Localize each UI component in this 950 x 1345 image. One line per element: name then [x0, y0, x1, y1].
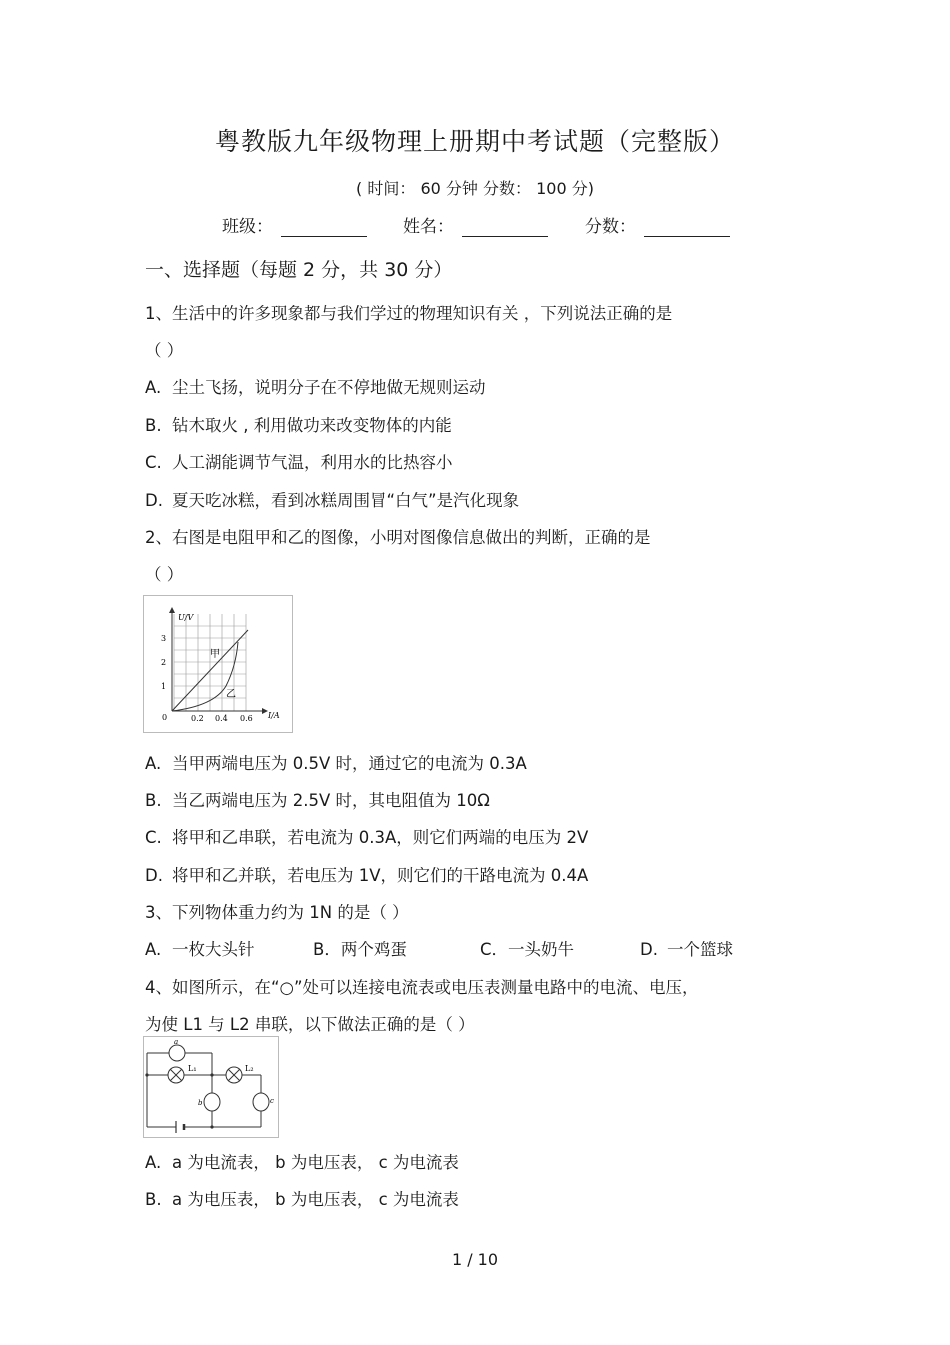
x-axis-label: I/A: [268, 711, 280, 720]
q3-option-d: D. 一个篮球: [640, 940, 733, 959]
y-axis-label: U/V: [178, 613, 194, 622]
q1-paren: （ ）: [145, 341, 184, 360]
q4-option-a: A. a 为电流表， b 为电压表， c 为电流表: [145, 1153, 459, 1172]
q1-option-c: C. 人工湖能调节气温，利用水的比热容小: [145, 453, 453, 472]
label-c: c: [270, 1097, 274, 1105]
y-tick-label: 2: [161, 658, 167, 667]
meter-a: [169, 1045, 185, 1061]
class-field: [222, 212, 367, 237]
q2-option-b: B. 当乙两端电压为 2.5V 时，其电阻值为 10Ω: [145, 791, 490, 810]
q1-stem: 1、生活中的许多现象都与我们学过的物理知识有关 ，下列说法正确的是: [145, 304, 673, 323]
x-tick-label: 0.2: [191, 714, 204, 723]
q1-option-d: D. 夏天吃冰糕，看到冰糕周围冒“白气”是汽化现象: [145, 491, 520, 510]
x-tick-label: 0.6: [240, 714, 253, 723]
yi-label: 乙: [226, 689, 236, 700]
q3-option-c: C．一头奶牛: [480, 940, 575, 959]
q2-option-a: A. 当甲两端电压为 0.5V 时，通过它的电流为 0.3A: [145, 754, 527, 773]
label-a: a: [174, 1038, 179, 1046]
name-field: [403, 212, 548, 237]
score-label: 分数：: [585, 217, 636, 237]
q4-option-b: B. a 为电压表， b 为电压表， c 为电流表: [145, 1190, 459, 1209]
q1-option-b: B. 钻木取火 , 利用做功来改变物体的内能: [145, 416, 452, 435]
q3-option-a: A. 一枚大头针: [145, 940, 255, 959]
x-tick-label: 0.4: [215, 714, 228, 723]
score-field: [585, 212, 730, 237]
name-label: 姓名：: [403, 217, 454, 237]
name-blank[interactable]: [462, 218, 548, 237]
label-b: b: [198, 1099, 203, 1107]
q3-option-b: B．两个鸡蛋: [313, 940, 407, 959]
meter-b: [204, 1093, 220, 1111]
y-tick-label: 3: [161, 634, 167, 643]
q4-stem-line2: 为使 L1 与 L2 串联，以下做法正确的是（ ）: [145, 1015, 475, 1034]
circuit-diagram: [143, 1036, 279, 1138]
section-heading: 一、选择题（每题 2 分，共 30 分）: [145, 259, 453, 281]
meter-c: [253, 1093, 269, 1111]
q2-paren: （ ）: [145, 565, 184, 584]
jia-label: 甲: [210, 649, 220, 660]
q2-option-c: C. 将甲和乙串联，若电流为 0.3A，则它们两端的电压为 2V: [145, 828, 589, 847]
y-tick-label: 1: [161, 682, 167, 691]
score-blank[interactable]: [644, 218, 730, 237]
resistor-graph: [143, 595, 293, 733]
class-label: 班级：: [222, 217, 273, 237]
q2-stem: 2、右图是电阻甲和乙的图像，小明对图像信息做出的判断，正确的是: [145, 528, 651, 547]
graph-svg: [144, 596, 292, 732]
page-number: 1 / 10: [451, 1250, 499, 1269]
class-blank[interactable]: [281, 218, 367, 237]
origin-label: 0: [162, 713, 168, 722]
q4-stem-line1: 4、如图所示，在“○”处可以连接电流表或电压表测量电路中的电流、电压，: [145, 978, 699, 997]
exam-info: ( 时间： 60 分钟 分数： 100 分): [356, 179, 594, 198]
circuit-svg: [144, 1037, 278, 1137]
q2-option-d: D. 将甲和乙并联，若电压为 1V，则它们的干路电流为 0.4A: [145, 866, 589, 885]
q1-option-a: A. 尘土飞扬，说明分子在不停地做无规则运动: [145, 378, 486, 397]
q3-stem: 3、下列物体重力约为 1N 的是（ ）: [145, 903, 409, 922]
label-l1: L₁: [188, 1064, 197, 1073]
document-title: 粤教版九年级物理上册期中考试题（完整版）: [214, 127, 735, 156]
label-l2: L₂: [245, 1064, 254, 1073]
